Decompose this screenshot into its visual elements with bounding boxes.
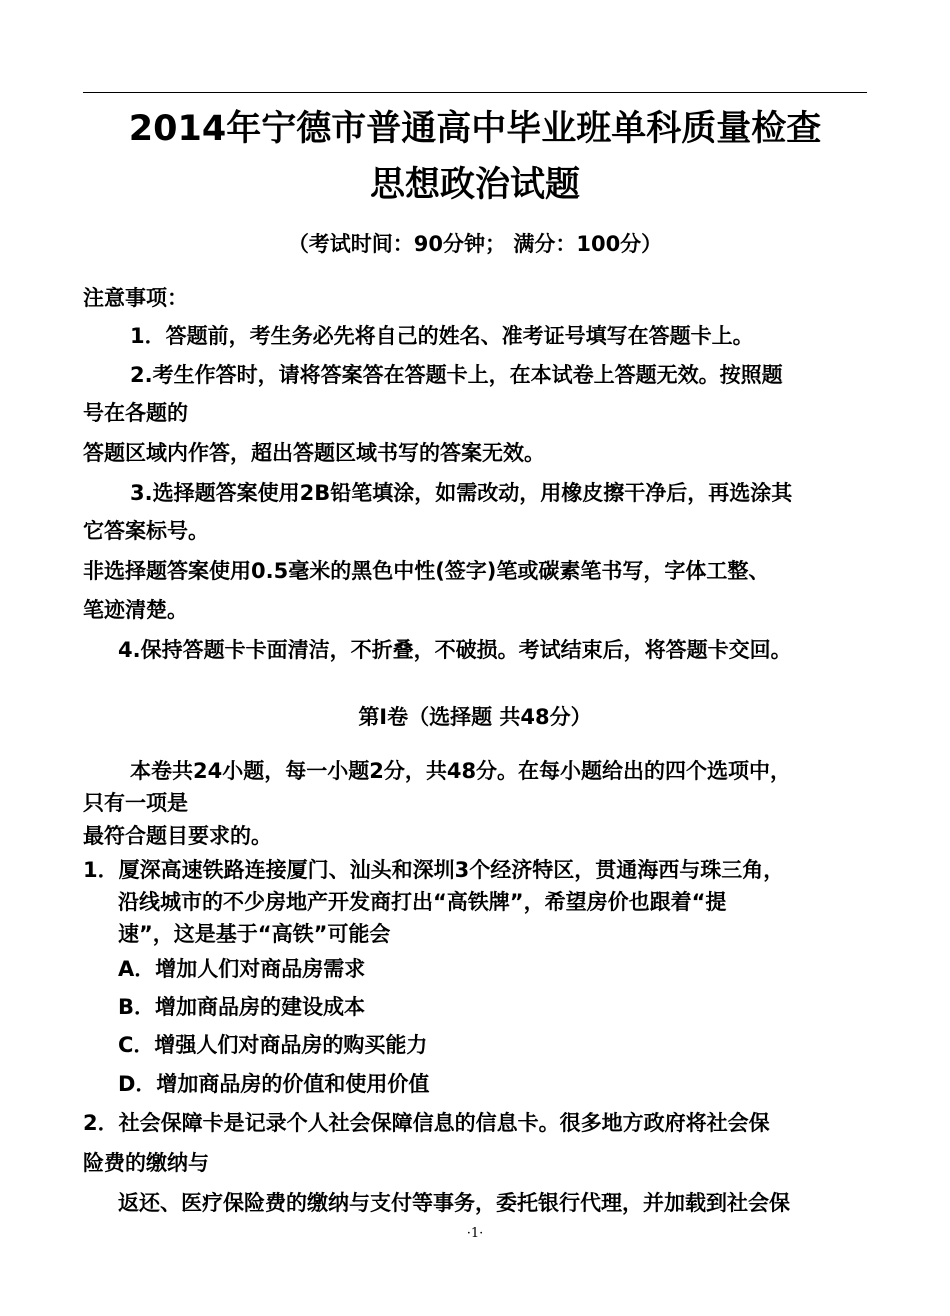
section-heading: 第Ⅰ卷（选择题 共48分） — [358, 705, 592, 729]
exam-info: （考试时间：90分钟； 满分：100分） — [287, 232, 663, 256]
notes-heading: 注意事项： — [83, 286, 188, 310]
section-intro-line2: 只有一项是 — [83, 791, 188, 815]
note-2-line3: 答题区域内作答，超出答题区域书写的答案无效。 — [83, 441, 545, 465]
note-3-line4: 笔迹清楚。 — [83, 598, 188, 622]
note-3-line3: 非选择题答案使用0.5毫米的黑色中性(签字)笔或碳素笔书写，字体工整、 — [83, 559, 770, 583]
exam-subtitle: 思想政治试题 — [369, 165, 580, 205]
note-4: 4.保持答题卡卡面清洁，不折叠，不破损。考试结束后，将答题卡交回。 — [118, 638, 792, 662]
header-rule — [83, 92, 867, 93]
exam-title: 2014年宁德市普通高中毕业班单科质量检查 — [128, 109, 822, 149]
question-1-line1: 1．厦深高速铁路连接厦门、汕头和深圳3个经济特区，贯通海西与珠三角， — [83, 858, 785, 882]
note-2-line1: 2.考生作答时，请将答案答在答题卡上，在本试卷上答题无效。按照题 — [130, 363, 783, 387]
question-1-option-c: C．增强人们对商品房的购买能力 — [118, 1033, 428, 1057]
question-2-line2: 险费的缴纳与 — [83, 1151, 209, 1175]
section-intro-line1: 本卷共24小题，每一小题2分，共48分。在每小题给出的四个选项中， — [130, 759, 792, 783]
note-1: 1．答题前，考生务必先将自己的姓名、准考证号填写在答题卡上。 — [130, 324, 754, 348]
note-3-line2: 它答案标号。 — [83, 519, 209, 543]
question-1-line3: 速”，这是基于“高铁”可能会 — [118, 922, 391, 946]
question-1-option-b: B．增加商品房的建设成本 — [118, 995, 366, 1019]
note-3-line1: 3.选择题答案使用2B铅笔填涂，如需改动，用橡皮擦干净后，再选涂其 — [130, 481, 793, 505]
question-2-line1: 2．社会保障卡是记录个人社会保障信息的信息卡。很多地方政府将社会保 — [83, 1111, 770, 1135]
question-2-line3: 返还、医疗保险费的缴纳与支付等事务，委托银行代理，并加载到社会保 — [118, 1191, 790, 1215]
section-intro-line3: 最符合题目要求的。 — [83, 824, 272, 848]
question-1-line2: 沿线城市的不少房地产开发商打出“高铁牌”，希望房价也跟着“提 — [118, 890, 727, 914]
question-1-option-d: D．增加商品房的价值和使用价值 — [118, 1072, 430, 1096]
question-1-option-a: A．增加人们对商品房需求 — [118, 957, 366, 981]
page-number: ·1· — [466, 1226, 484, 1241]
note-2-line2: 号在各题的 — [83, 401, 188, 425]
